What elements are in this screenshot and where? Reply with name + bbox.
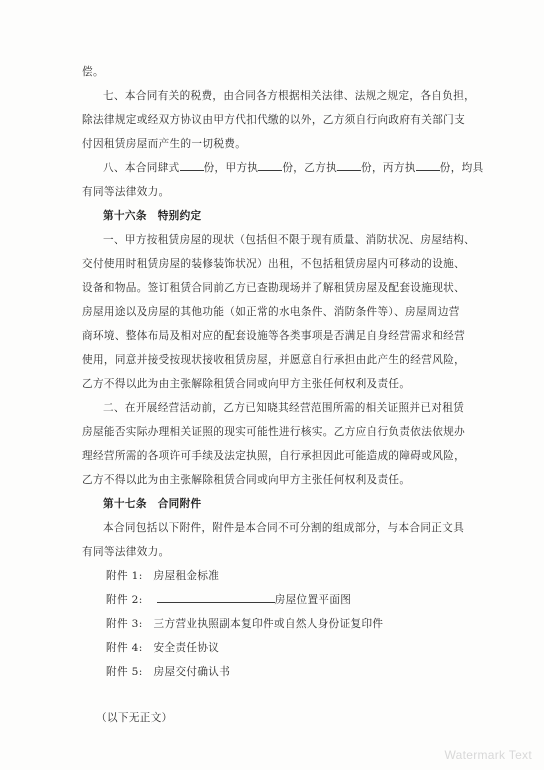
- article-16-para-1: 乙方不得以此为由主张解除租赁合同或向甲方主张任何权利及责任。: [82, 378, 411, 390]
- article-17-heading: 第十七条 合同附件: [103, 498, 202, 510]
- blank-field: [258, 158, 282, 171]
- clause-8-line: [82, 156, 482, 180]
- article-16-para-2: 二、在开展经营活动前，乙方已知晓其经营范围所需的相关证照并已对租赁: [103, 402, 465, 414]
- clause-7-line: 除法律规定或经双方协议由甲方代扣代缴的以外，乙方须自行向政府有关部门支: [82, 114, 466, 126]
- clause-7-line: 七、本合同有关的税费，由合同各方根据相关法律、法规之规定，各自负担，: [103, 90, 476, 102]
- article-16-para-1: 使用，同意并接受按现状接收租赁房屋，并愿意自行承担由此产生的经营风险，: [82, 354, 466, 366]
- attachment-item: 附件 5: 房屋交付确认书: [106, 666, 231, 678]
- attachment-item: 附件 1: 房屋租金标准: [106, 570, 220, 582]
- article-16-para-1: 一、甲方按租赁房屋的现状（包括但不限于现有质量、消防状况、房屋结构、: [103, 234, 476, 246]
- attachment-title: 房屋位置平面图: [274, 594, 352, 606]
- article-16-para-1: 设备和物品。签订租赁合同前乙方已查勘现场并了解租赁房屋及配套设施现状、: [82, 282, 466, 294]
- attachment-label: 附件 2:: [106, 594, 143, 606]
- article-17-para: 有同等法律效力。: [82, 546, 170, 558]
- article-16-para-1: 交付使用时租赁房屋的装修装饰状况）出租，不包括租赁房屋内可移动的设施、: [82, 258, 466, 270]
- clause-8-text: 份，丙方执: [361, 162, 416, 174]
- document-body: [82, 60, 482, 730]
- attachment-list: [82, 564, 482, 684]
- clause-8-text: 份，乙方执: [282, 162, 338, 174]
- article-16-para-2: 理经营所需的各项许可手续及法定执照，自行承担因此可能造成的障碍或风险，: [82, 450, 466, 462]
- end-note: （以下无正文）: [96, 712, 173, 724]
- clause-8-text: 份，均具: [439, 162, 484, 174]
- article-16-para-2: 乙方不得以此为由主张解除租赁合同或向甲方主张任何权利及责任。: [82, 474, 411, 486]
- clause-8-text: 份，甲方执: [203, 162, 259, 174]
- blank-field: [416, 158, 440, 171]
- article-16-para-1: 商环境、整体布局及相对应的配套设施等各类事项是否满足自身经营需求和经营: [82, 330, 466, 342]
- blank-field: [180, 158, 204, 171]
- attachment-item: [82, 588, 482, 612]
- clause-7-line: 付因租赁房屋而产生的一切税费。: [82, 138, 247, 150]
- blank-field: [157, 590, 275, 603]
- attachment-item: 附件 3: 三方营业执照副本复印件或自然人身份证复印件: [106, 618, 384, 630]
- watermark: Watermark Text: [444, 748, 532, 762]
- clause-8-line: 有同等法律效力。: [82, 186, 170, 198]
- article-16-heading: 第十六条 特别约定: [103, 210, 202, 222]
- article-17-para: 本合同包括以下附件，附件是本合同不可分割的组成部分，与本合同正文具: [103, 522, 465, 534]
- attachment-item: 附件 4: 安全责任协议: [106, 642, 220, 654]
- blank-field: [337, 158, 361, 171]
- article-16-para-2: 房屋能否实际办理相关证照的现实可能性进行核实。乙方应自行负责依法依规办: [82, 426, 466, 438]
- article-16-para-1: 房屋用途以及房屋的其他功能（如正常的水电条件、消防条件等）、房屋周边营: [82, 306, 460, 318]
- clause-8-text: 八、本合同肆式: [103, 162, 180, 174]
- text-line: 偿。: [82, 66, 104, 78]
